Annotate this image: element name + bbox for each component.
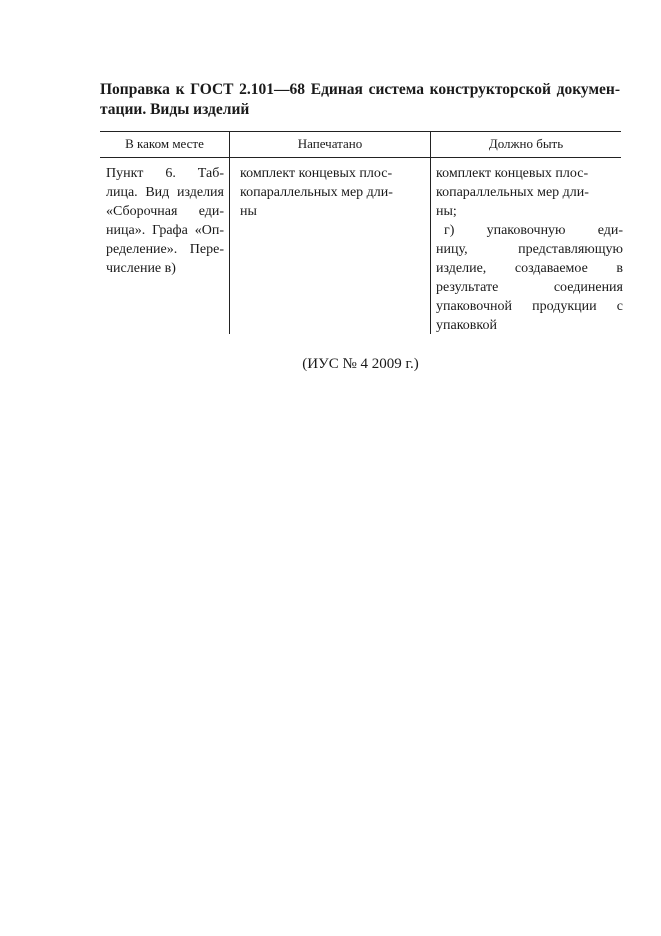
title-line-1: Поправка к ГОСТ 2.101—68 Единая система конструкторской докумен- [100,81,620,98]
publication-reference: (ИУС № 4 2009 г.) [302,356,419,372]
cell-should-be [436,164,623,335]
cell-should-be-line: упаковкой [436,318,497,333]
column-divider-2 [430,131,431,334]
header-should-be: Должно быть [488,136,564,151]
cell-should-be-line: изделие, создаваемое в [436,261,623,276]
cell-printed-line: ны [240,204,257,219]
cell-should-be-line: г) упаковочную еди- [444,223,623,238]
cell-should-be-line: комплект концевых плос- [436,166,589,181]
cell-printed-line: копараллельных мер дли- [240,185,393,200]
column-divider-1 [229,131,230,334]
cell-should-be-line: результате соединения [436,280,623,295]
cell-printed [240,164,426,221]
cell-where [106,164,224,278]
title-line-2: тации. Виды изделий [100,101,250,118]
cell-should-be-line: ны; [436,204,457,219]
cell-should-be-line: копараллельных мер дли- [436,185,589,200]
cell-where-line: ределение». Пере- [106,242,224,257]
header-where: В каком месте [125,136,204,151]
cell-where-line: числение в) [106,261,176,276]
cell-printed-line: комплект концевых плос- [240,166,393,181]
header-printed: Напечатано [297,136,363,151]
cell-should-be-line: ницу, представляющую [436,242,623,257]
cell-where-line: Пункт 6. Таб- [106,166,224,181]
cell-where-line: лица. Вид изделия [106,185,224,200]
cell-where-line: «Сборочная еди- [106,204,224,219]
table-header-rule [100,157,621,158]
cell-where-line: ница». Графа «Оп- [106,223,224,238]
document-title [100,80,620,120]
cell-should-be-line: упаковочной продукции с [436,299,623,314]
table-top-rule [100,131,621,132]
